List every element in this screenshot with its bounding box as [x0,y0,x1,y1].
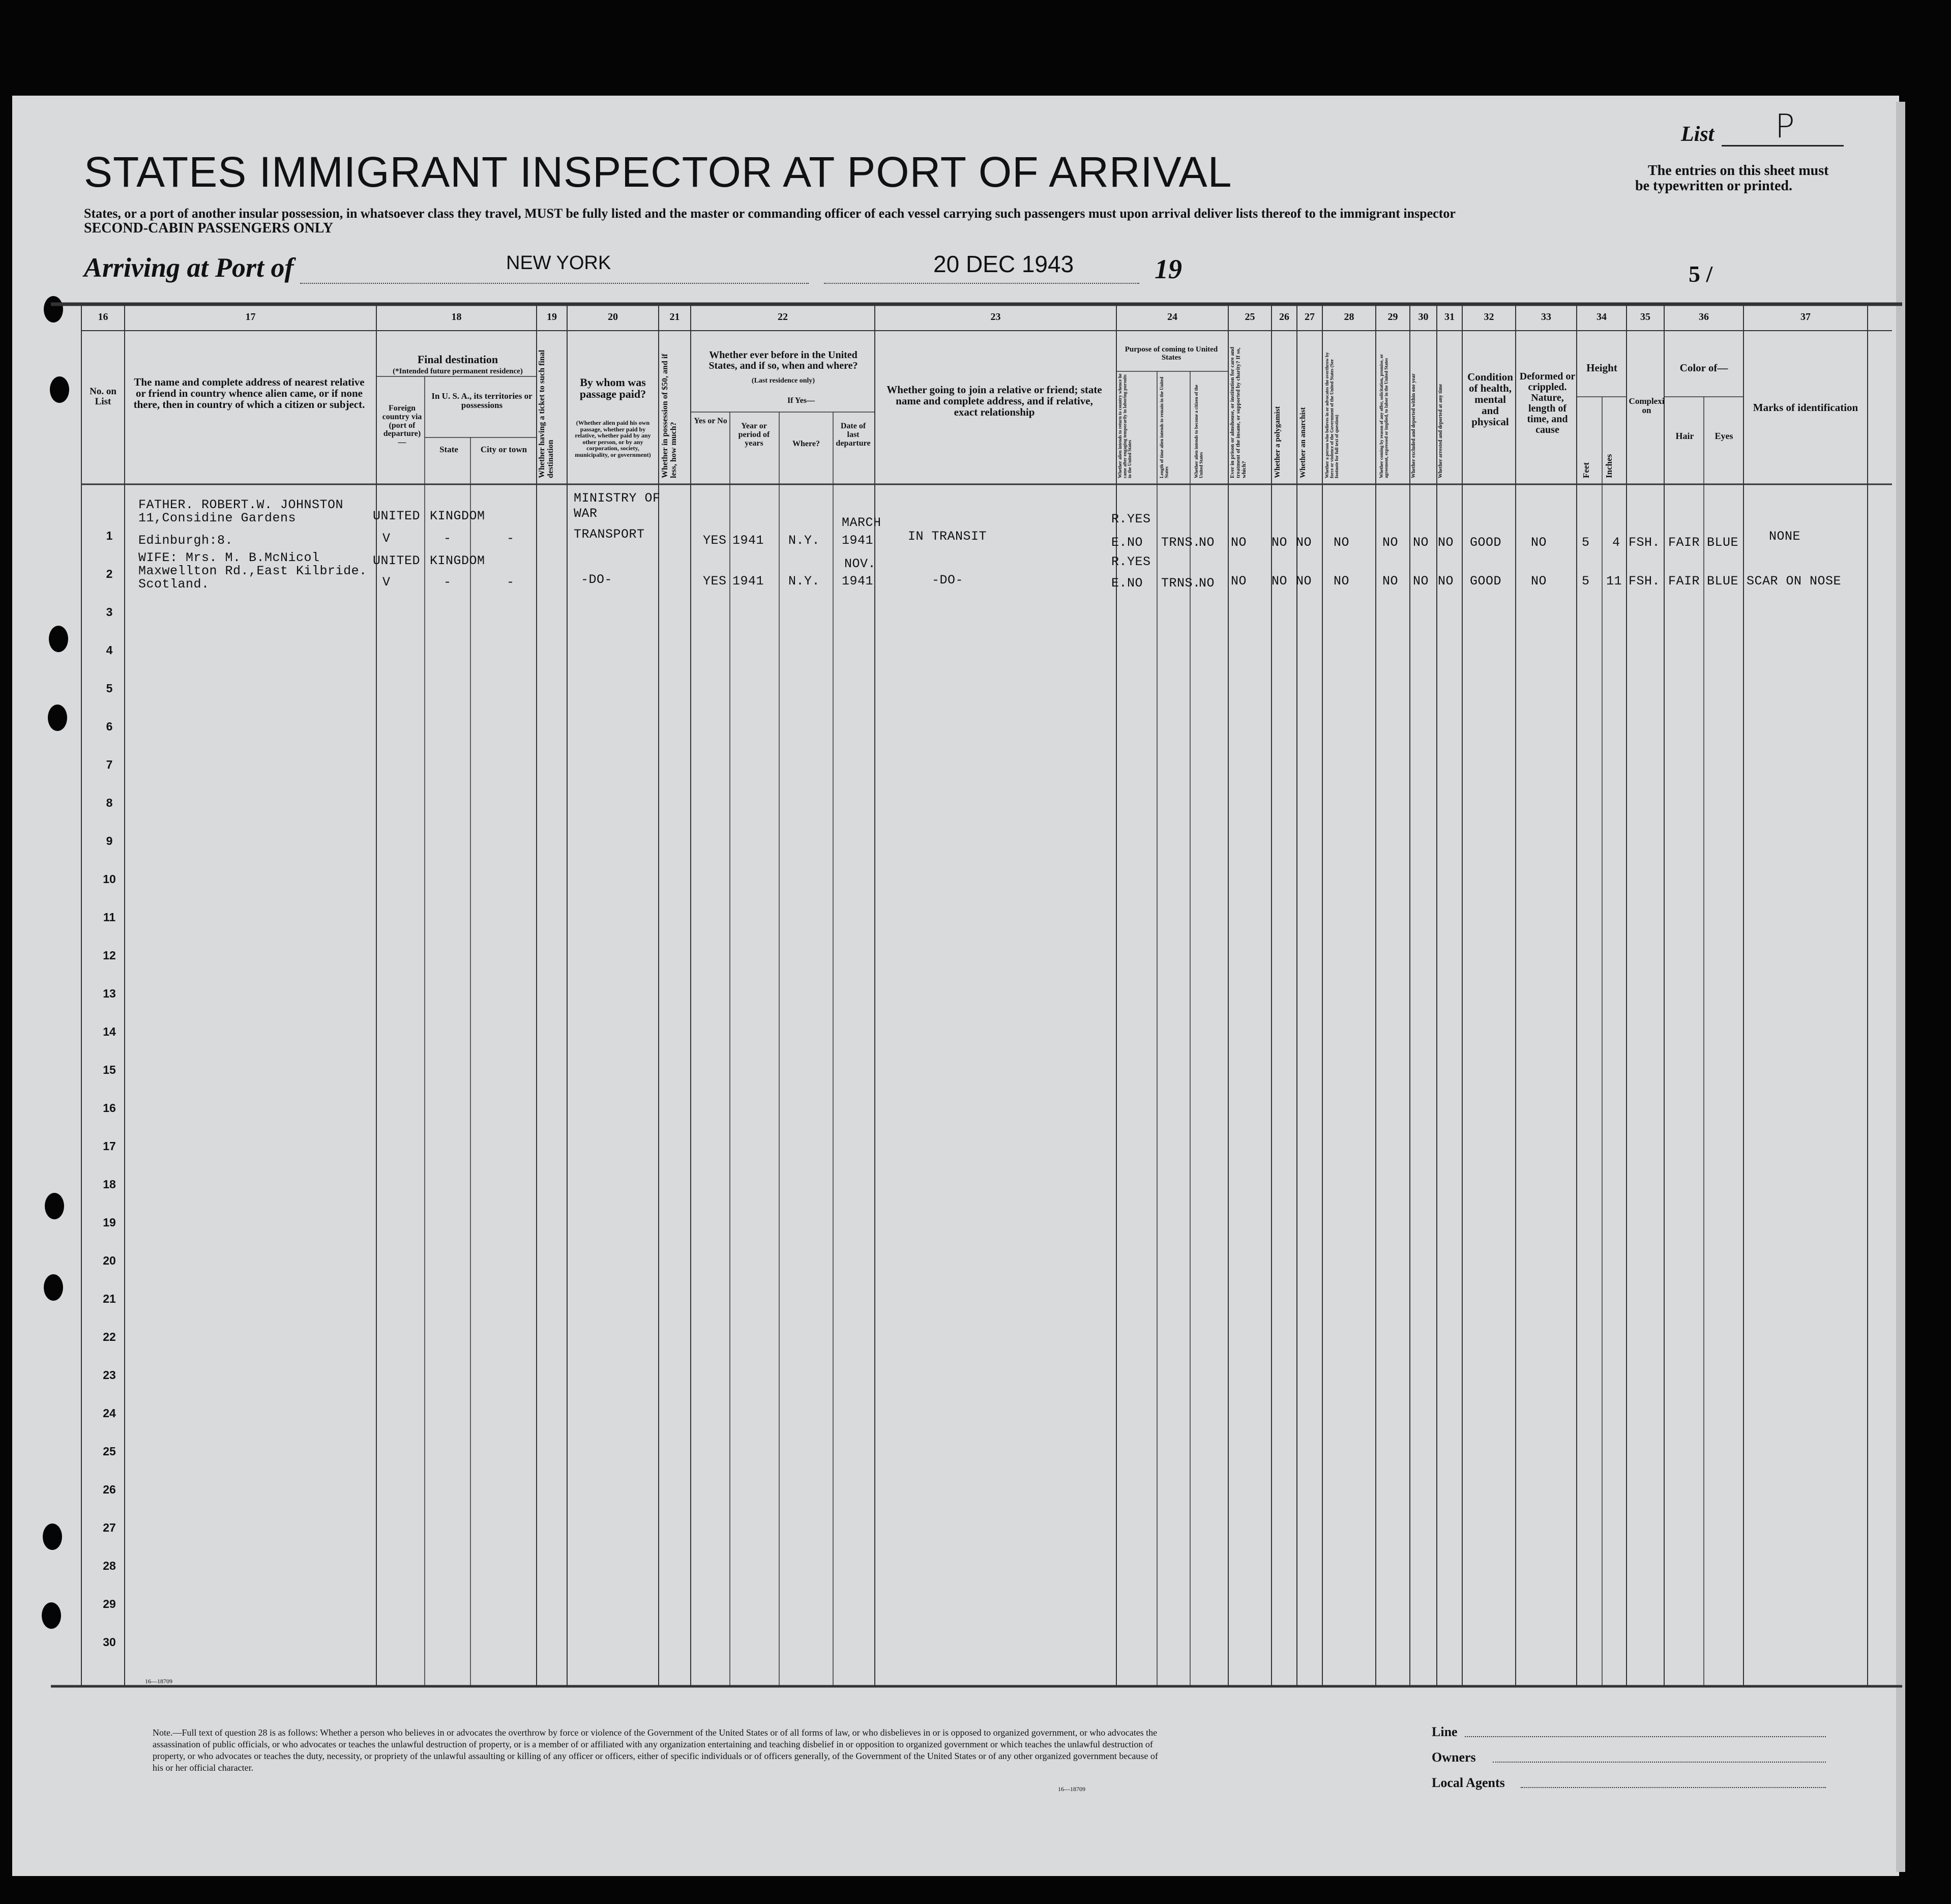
anarchist: NO [1296,535,1312,550]
row-number: 13 [103,987,116,1000]
length: TRNS. [1161,535,1201,550]
arriving-label: Arriving at Port of [84,252,294,283]
column-number: 16 [98,311,108,323]
col36-hair: Hair [1675,431,1694,441]
column-number: 20 [608,311,618,323]
col37-header: Marks of identification [1753,401,1858,414]
joining: -DO- [932,573,964,588]
row-number: 27 [103,1521,116,1534]
relative-line-2: 11,Considine Gardens [138,511,297,525]
col26-header: Whether a polygamist [1274,406,1282,478]
q28: NO [1334,535,1350,550]
row-number: 25 [103,1445,116,1458]
col25-header: Ever in prison or almshouse, or institution for care and treatment of the insane, or supported by charity? If so, which? [1229,346,1248,478]
relative-line-3: Edinburgh:8. [138,533,233,548]
col18-usa: In U. S. A., its territories or possessions [431,391,533,410]
row-number: 6 [106,720,113,733]
where: N.Y. [788,533,820,548]
line-label: Line [1432,1724,1458,1739]
column-number: 28 [1344,311,1354,323]
col22-note: (Last residence only) [751,377,815,385]
list-label: List [1681,123,1714,146]
col22-where: Where? [792,440,820,448]
col17-header: The name and complete address of nearest relative or friend in country whence alien came, or if none there, then in country of which a citizen or subject. [133,376,365,411]
row-number: 23 [103,1368,116,1382]
col22-yesno: Yes or No [694,417,727,425]
row-number: 1 [106,529,113,542]
purpose-e: E.NO [1111,576,1143,591]
col22-title: Whether ever before in the United States, and if so, when and where? [708,349,858,371]
col19-header: Whether having a ticket to such final destination [538,349,555,478]
row-number: 26 [103,1483,116,1496]
column-number: 17 [245,311,256,323]
column-number: 36 [1699,311,1709,323]
column-number: 27 [1305,311,1315,323]
row-number: 15 [103,1063,116,1076]
marks: SCAR ON NOSE [1747,574,1842,589]
where: N.Y. [788,574,820,589]
col18-note: (*Intended future permanent residence) [393,367,523,375]
row-number: 16 [103,1101,116,1115]
date-stamp: 20 DEC 1943 [933,251,1074,277]
passage-line-2: WAR [574,506,598,521]
local-agents-field [1521,1787,1826,1788]
foreign-country-a: UNITED [373,509,421,523]
prison: NO [1231,535,1247,550]
column-number: 37 [1800,311,1811,323]
col33-header: Deformed or crippled. Nature, length of time, and cause [1519,371,1576,435]
year-prefix: 19 [1155,254,1182,284]
col20-title: By whom was passage paid? [579,376,646,401]
q28: NO [1334,574,1350,589]
eyes: BLUE [1707,535,1739,550]
column-number: 24 [1167,311,1177,323]
row-number: 22 [103,1330,116,1343]
col22-date: Date of last departure [836,422,871,448]
col34-feet: Feet [1581,462,1591,478]
col22-ifyes: If Yes— [787,396,815,405]
col32-header: Condition of health, mental and physical [1467,371,1513,428]
column-number: 33 [1541,311,1551,323]
column-number: 22 [778,311,788,323]
col36-eyes: Eyes [1714,431,1733,441]
row-number: 29 [103,1597,116,1610]
foreign-country-b: KINGDOM [430,509,485,523]
purpose-e: E.NO [1111,535,1143,550]
col23-header: Whether going to join a relative or friend; state name and complete address, and if relative, exact relationship [886,384,1102,419]
typewritten-note-1: The entries on this sheet must [1648,163,1829,179]
date-month: MARCH [842,515,881,530]
local-agents-label: Local Agents [1432,1775,1505,1790]
typewritten-note-2: be typewritten or printed. [1635,178,1792,194]
row-number: 11 [103,911,116,924]
page-title: STATES IMMIGRANT INSPECTOR AT PORT OF ARRIVAL [84,148,1232,196]
column-number: 30 [1418,311,1429,323]
col29-header: Whether coming by reason of any offer, solicitation, promise, or agreement, expressed or implied, to labor in the United States [1379,354,1389,478]
col24-c: Whether alien intends to become a citizen of the United States [1194,385,1204,478]
passage-line-1: MINISTRY OF [574,491,661,506]
col24-b: Length of time alien intends to remain in the United States [1159,376,1169,478]
relative-line-2: Maxwellton Rd.,East Kilbride. [138,564,367,578]
relative-line-1: FATHER. ROBERT.W. JOHNSTON [138,497,344,512]
row-number: 17 [103,1139,116,1153]
row-number: 3 [106,605,113,619]
row-number: 2 [106,567,113,580]
health: GOOD [1470,574,1502,589]
complexion: FSH. [1629,574,1661,589]
row-number: 20 [103,1254,116,1267]
citizen: NO [1199,535,1215,550]
state: - [444,575,452,590]
port-name: NEW YORK [506,252,611,274]
col31-header: Whether arrested and deported at any time [1438,384,1443,478]
date-month: NOV. [844,556,876,571]
feet: 5 [1582,535,1590,550]
joining: IN TRANSIT [908,529,987,544]
q29: NO [1382,574,1399,589]
col27-header: Whether an anarchist [1299,407,1307,478]
passage-line-1: -DO- [581,572,613,587]
col24-title: Purpose of coming to United States [1125,345,1218,362]
col30-header: Whether excluded and deported within one year [1411,373,1416,478]
via: V [382,531,391,546]
col21-header: Whether in possession of $50, and if less, how much? [661,354,678,478]
row-number: 14 [103,1025,116,1038]
owners-label: Owners [1432,1750,1476,1765]
citizen: NO [1199,576,1215,591]
subtitle-class: SECOND-CABIN PASSENGERS ONLY [84,220,334,236]
inches: 11 [1606,574,1622,589]
purpose-r: R.YES [1111,512,1151,526]
column-number: 32 [1484,311,1494,323]
footer-form-number: 16—18709 [1058,1785,1085,1793]
row-number: 7 [106,758,113,771]
row-number: 8 [106,796,113,809]
col35-header: Complexion [1629,396,1665,415]
column-number: 18 [451,311,462,323]
col16-header: No. on List [90,386,116,407]
relative-line-3: Scotland. [138,577,210,592]
row-number: 10 [103,872,116,886]
owners-field [1493,1762,1826,1763]
row-number: 12 [103,949,116,962]
row-number: 28 [103,1559,116,1572]
row-number: 18 [103,1178,116,1191]
q30: NO [1413,535,1429,550]
year: 1941 [732,574,764,589]
q31: NO [1438,535,1454,550]
column-number: 23 [990,311,1001,323]
passage-line-3: TRANSPORT [574,527,645,542]
anarchist: NO [1296,574,1312,589]
deformed: NO [1531,535,1547,550]
row-number: 21 [103,1292,116,1305]
col18-foreign: Foreign country via (port of departure)— [382,404,422,447]
column-number: 35 [1640,311,1650,323]
foreign-country-a: UNITED [373,553,421,568]
year: 1941 [732,533,764,548]
row-number: 9 [106,834,113,847]
col18-city: City or town [480,445,527,454]
eyes: BLUE [1707,574,1739,589]
column-number: 31 [1444,311,1455,323]
inches: 4 [1612,535,1620,550]
hair: FAIR [1668,574,1700,589]
polygamist: NO [1272,535,1288,550]
column-number: 34 [1597,311,1607,323]
column-number: 26 [1279,311,1289,323]
column-number: 29 [1387,311,1398,323]
form-number: 16—18709 [145,1678,172,1685]
list-value: P [1775,108,1795,145]
city: - [507,531,515,546]
been-before: YES [703,533,727,548]
col20-note: (Whether alien paid his own passage, whether paid by relative, whether paid by any other person, or by any corporation, society, municipality, or government) [575,419,651,458]
q30: NO [1413,574,1429,589]
complexion: FSH. [1629,535,1661,550]
date-year: 1941 [842,574,874,589]
state: - [444,531,452,546]
question-28-footnote: Note.—Full text of question 28 is as follows: Whether a person who believes in or advocates the overthrow by force or violence of the Government of the United States or of all forms of law, or who disbelieves in or is opposed to organized government, or who advocates the assassination of public officials, or who advocates or teaches the unlawful destruction of property, or is a member of or affiliated with any organization entertaining and teaching disbelief in or opposition to organized government or which teaches the unlawful destruction of property, or who advocates or teaches the duty, necessity, or propriety of the unlawful assaulting or killing of any officer or officers, either of specific individuals or of officers generally, of the Government of the United States or of any other organized government because of his or her official character. [153,1727,1158,1773]
subtitle-instructions: States, or a port of another insular possession, in whatsoever class they travel, MUST be fully listed and the master or commanding officer of each vessel carrying such passengers must upon arrival deliver lists thereof to the immigrant inspector [84,206,1456,221]
been-before: YES [703,574,727,589]
feet: 5 [1582,574,1590,589]
health: GOOD [1470,535,1502,550]
marks: NONE [1769,529,1801,544]
col36-title: Color of— [1679,362,1728,374]
row-number: 24 [103,1407,116,1420]
line-field [1465,1736,1826,1737]
city: - [507,575,515,590]
column-number: 25 [1245,311,1255,323]
col28-header: Whether a person who believes in or advocates the overthrow by force or violence of the Government of the United States (See footnote for full text of question) [1324,352,1339,478]
column-number: 19 [547,311,557,323]
q31: NO [1438,574,1454,589]
polygamist: NO [1272,574,1288,589]
q29: NO [1382,535,1399,550]
col18-title: Final destination [417,353,498,366]
column-number: 21 [669,311,680,323]
prison: NO [1231,574,1247,589]
foreign-country-b: KINGDOM [430,553,485,568]
row-number: 30 [103,1635,116,1649]
hair: FAIR [1668,535,1700,550]
row-number: 5 [106,682,113,695]
col34-inches: Inches [1604,454,1614,478]
deformed: NO [1531,574,1547,589]
sheet-number: 5 / [1689,261,1713,287]
date-year: 1941 [842,533,874,548]
row-number: 19 [103,1216,116,1229]
col24-a: Whether alien intends to return to country whence he came after engaging temporarily in laboring pursuits in the United States [1117,373,1132,478]
col18-state: State [439,445,458,454]
col34-title: Height [1586,362,1617,374]
length: TRNS. [1161,576,1201,591]
purpose-r: R.YES [1111,554,1151,569]
via: V [382,575,391,590]
row-number: 4 [106,643,113,657]
relative-line-1: WIFE: Mrs. M. B.McNicol [138,550,320,565]
col22-year: Year or period of years [738,422,770,448]
